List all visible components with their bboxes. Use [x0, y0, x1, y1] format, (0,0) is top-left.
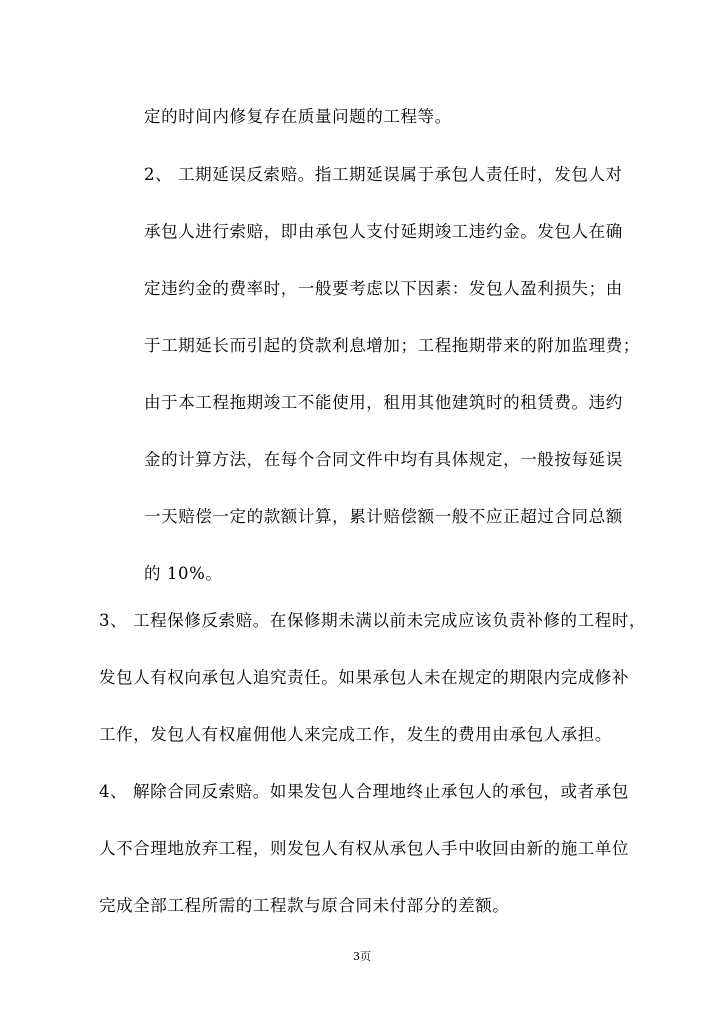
- paragraph-line: 由于本工程拖期竣工不能使用，租用其他建筑时的租赁费。违约: [144, 393, 623, 412]
- page-number: 3页: [353, 950, 371, 963]
- paragraph-line: 2、 工期延误反索赔。指工期延误属于承包人责任时，发包人对: [144, 165, 623, 184]
- paragraph-line: 定的时间内修复存在质量问题的工程等。: [144, 107, 452, 126]
- paragraph-line: 于工期延长而引起的贷款利息增加；工程拖期带来的附加监理费；: [144, 336, 640, 355]
- paragraph-line: 一天赔偿一定的款额计算，累计赔偿额一般不应正超过合同总额: [144, 507, 623, 526]
- paragraph-line: 工作，发包人有权雇佣他人来完成工作，发生的费用由承包人承担。: [99, 725, 612, 744]
- paragraph-line: 定违约金的费率时，一般要考虑以下因素：发包人盈利损失；由: [144, 279, 623, 298]
- paragraph-line: 承包人进行索赔，即由承包人支付延期竣工违约金。发包人在确: [144, 222, 623, 241]
- paragraph-line: 人不合理地放弃工程，则发包人有权从承包人手中收回由新的施工单位: [99, 839, 630, 858]
- paragraph-line: 发包人有权向承包人追究责任。如果承包人未在规定的期限内完成修补: [99, 668, 630, 687]
- paragraph-line: 完成全部工程所需的工程款与原合同未付部分的差额。: [99, 896, 510, 915]
- paragraph-line: 的 10%。: [144, 564, 223, 583]
- paragraph-line: 金的计算方法，在每个合同文件中均有具体规定，一般按每延误: [144, 450, 623, 469]
- paragraph-line: 3、 工程保修反索赔。在保修期未满以前未完成应该负责补修的工程时，: [99, 611, 647, 630]
- paragraph-line: 4、 解除合同反索赔。如果发包人合理地终止承包人的承包，或者承包: [99, 782, 629, 801]
